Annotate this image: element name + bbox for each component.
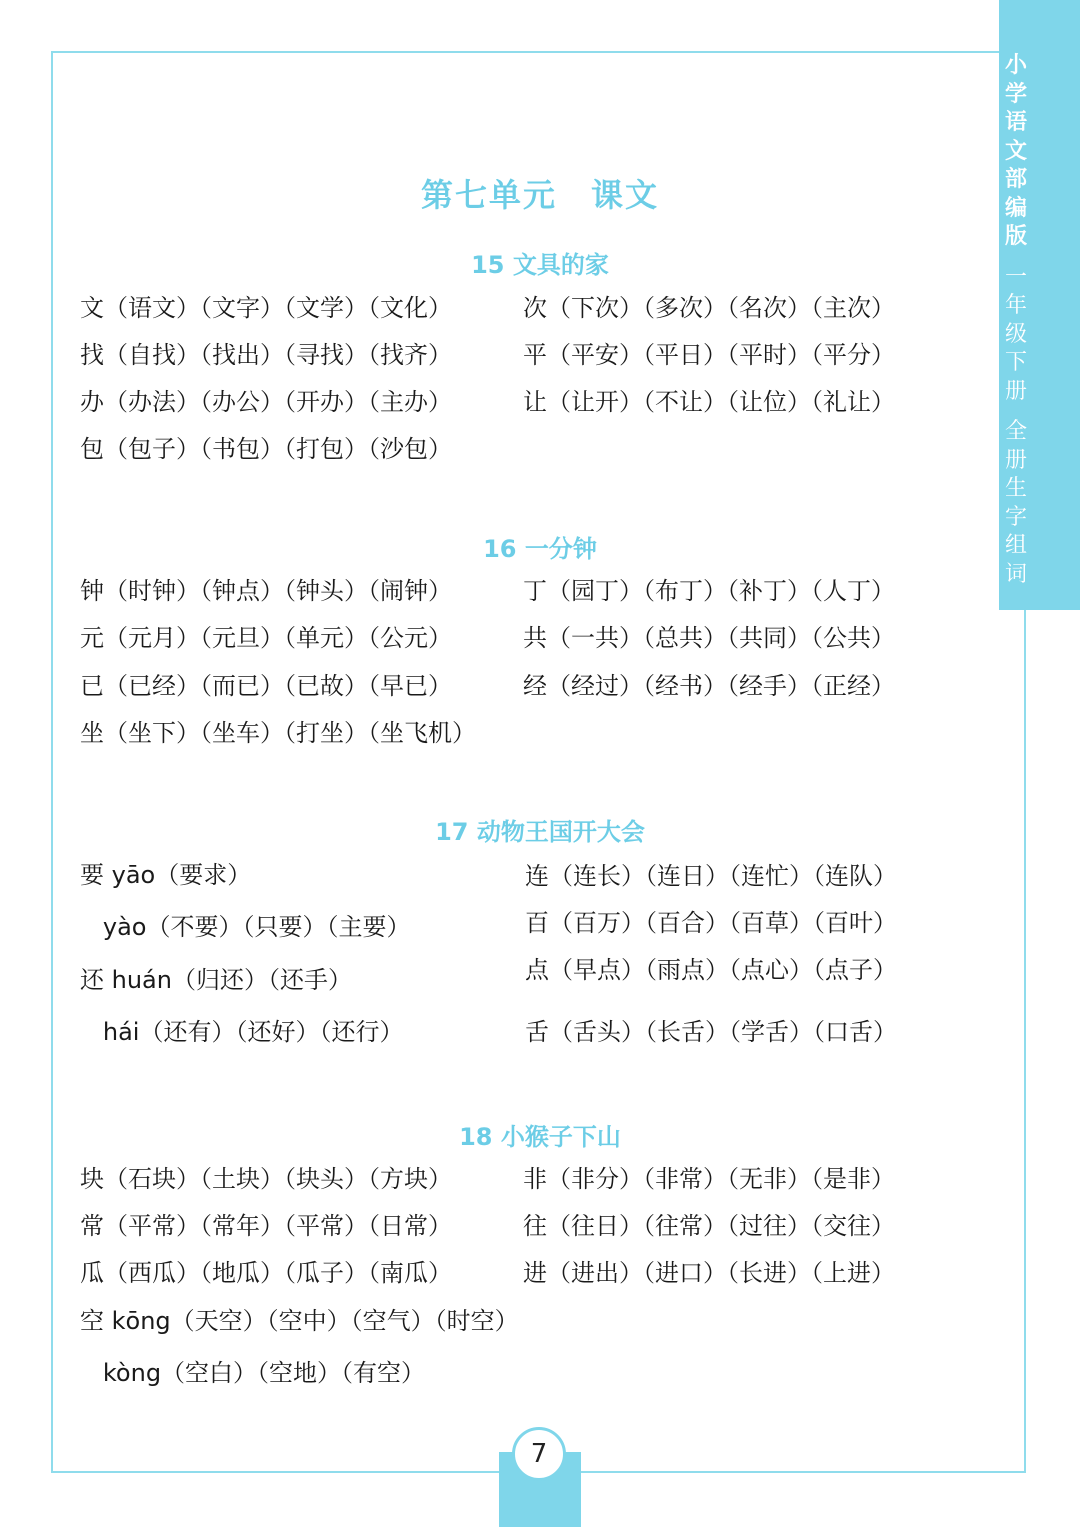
side-char: 生 — [1004, 476, 1027, 501]
side-char: 全 — [1004, 419, 1027, 444]
side-char: 字 — [1004, 504, 1027, 530]
side-char: 一 — [1004, 264, 1027, 290]
word-row: 文（语文）（文字）（文学）（文化） — [80, 294, 452, 322]
word-row: 丁（园丁）（布丁）（补丁）（人丁） — [523, 577, 895, 605]
side-char: 册 — [1004, 378, 1027, 404]
word-row: 平（平安）（平日）（平时）（平分） — [523, 341, 895, 369]
side-char: 编 — [1004, 195, 1027, 221]
lesson-title: 17 动物王国开大会 — [435, 818, 645, 846]
word-row: 已（已经）（而已）（已故）（早已） — [80, 672, 452, 700]
word-row: 常（平常）（常年）（平常）（日常） — [80, 1212, 452, 1240]
word-row: 找（自找）（找出）（寻找）（找齐） — [80, 341, 452, 369]
word-row: 次（下次）（多次）（名次）（主次） — [523, 294, 895, 322]
side-label — [1003, 52, 1029, 589]
page-number: 7 — [512, 1427, 566, 1481]
word-row: 共（一共）（总共）（共同）（公共） — [523, 624, 895, 652]
lesson-title: 15 文具的家 — [471, 251, 609, 279]
side-char: 词 — [1004, 561, 1027, 587]
side-char: 级 — [1004, 321, 1027, 347]
word-row: 瓜（西瓜）（地瓜）（瓜子）（南瓜） — [80, 1259, 452, 1287]
side-char: 组 — [1004, 533, 1027, 558]
side-char: 部 — [1004, 167, 1027, 192]
word-row: 空 kōng（天空）（空中）（空气）（时空） — [80, 1307, 519, 1335]
word-row: 块（石块）（土块）（块头）（方块） — [80, 1165, 452, 1193]
side-char: 学 — [1004, 81, 1027, 107]
side-char: 文 — [1004, 138, 1027, 164]
word-row: 办（办法）（办公）（开办）（主办） — [80, 388, 452, 416]
side-char: 语 — [1004, 110, 1027, 135]
word-row: yào（不要）（只要）（主要） — [80, 913, 411, 941]
word-row: 进（进出）（进口）（长进）（上进） — [523, 1259, 895, 1287]
word-row: kòng（空白）（空地）（有空） — [80, 1359, 426, 1387]
word-row: 非（非分）（非常）（无非）（是非） — [523, 1165, 895, 1193]
word-row: 钟（时钟）（钟点）（钟头）（闹钟） — [80, 577, 452, 605]
side-char: 版 — [1004, 224, 1027, 249]
unit-title: 第七单元 课文 — [420, 176, 659, 214]
side-char: 册 — [1004, 447, 1027, 473]
word-row: 点（早点）（雨点）（点心）（点子） — [525, 956, 897, 984]
word-row: 舌（舌头）（长舌）（学舌）（口舌） — [525, 1018, 897, 1046]
lesson-title: 16 一分钟 — [483, 535, 597, 563]
word-row: 要 yāo（要求） — [80, 861, 252, 889]
word-row: 百（百万）（百合）（百草）（百叶） — [525, 909, 897, 937]
word-row: 还 huán（归还）（还手） — [80, 966, 352, 994]
word-row: 坐（坐下）（坐车）（打坐）（坐飞机） — [80, 719, 476, 747]
word-row: hái（还有）（还好）（还行） — [80, 1018, 404, 1046]
word-row: 包（包子）（书包）（打包）（沙包） — [80, 435, 452, 463]
side-char: 下 — [1004, 350, 1027, 375]
word-row: 往（往日）（往常）（过往）（交往） — [523, 1212, 895, 1240]
side-char: 小 — [1004, 53, 1027, 78]
word-row: 经（经过）（经书）（经手）（正经） — [523, 672, 895, 700]
word-row: 连（连长）（连日）（连忙）（连队） — [525, 862, 897, 890]
word-row: 让（让开）（不让）（让位）（礼让） — [523, 388, 895, 416]
side-char: 年 — [1004, 293, 1027, 318]
word-row: 元（元月）（元旦）（单元）（公元） — [80, 624, 452, 652]
lesson-title: 18 小猴子下山 — [459, 1123, 621, 1151]
